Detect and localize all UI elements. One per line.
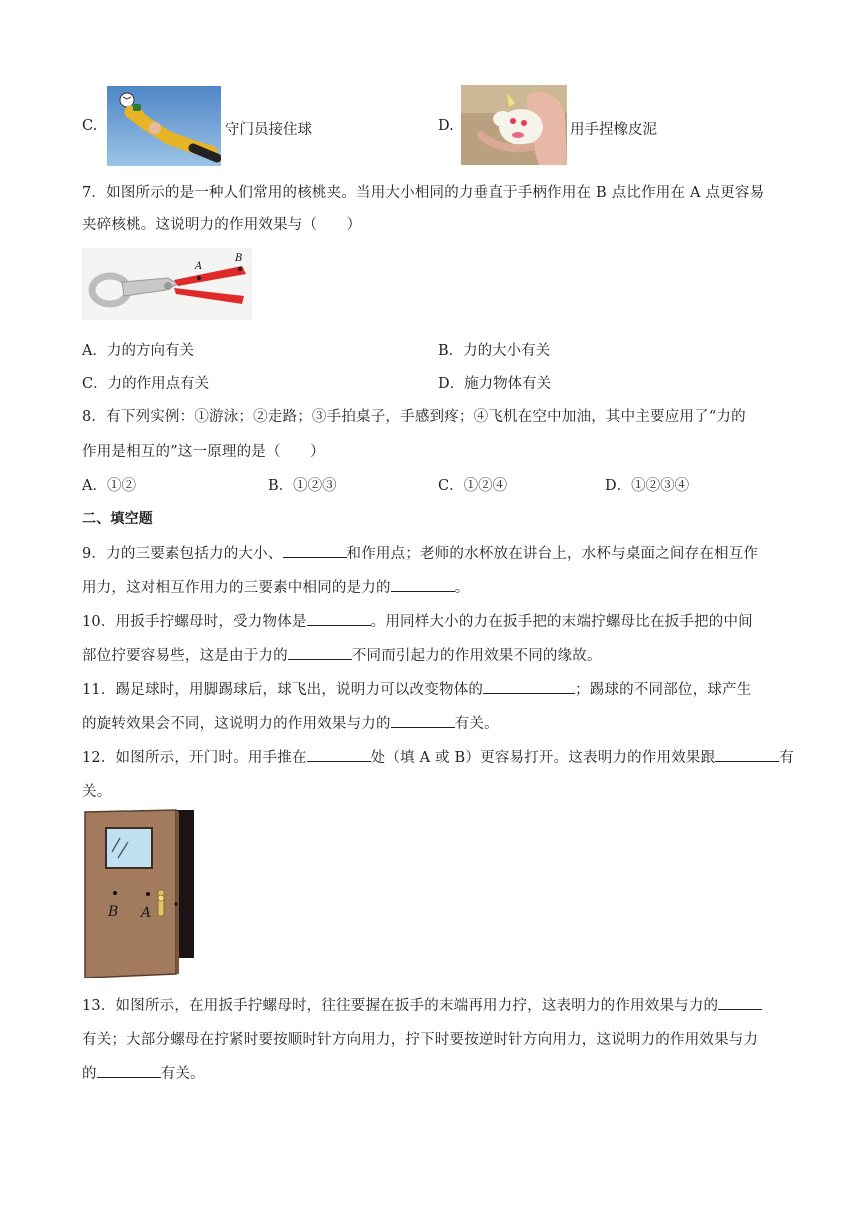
q12-blank-2[interactable] [715,747,779,762]
q10-text-1: 10．用扳手拧螺母时，受力物体是 [82,614,307,630]
q9-text-1: 9．力的三要素包括力的大小、 [82,546,283,562]
q8-option-d: D．①②③④ [605,478,690,494]
q10-text-3: 部位拧要容易些，这是由于力的 [82,648,288,664]
q8-option-c: C．①②④ [438,478,508,494]
q10-blank-2[interactable] [288,645,352,660]
q9-line2 [82,576,469,597]
goalkeeper-photo [107,86,221,166]
q7-stem-line1: 7．如图所示的是一种人们常用的核桃夹。当用大小相同的力垂直于手柄作用在 B 点比作用在 A 点更容易 [82,185,765,201]
q8-option-b: B．①②③ [268,478,337,494]
q11-blank-1[interactable] [483,679,575,694]
q7-stem-line2: 夹碎核桃。这说明力的作用效果与（ ） [82,217,362,233]
q13-line3 [82,1062,205,1083]
q13-blank-1[interactable] [718,995,762,1010]
q9-text-4: 。 [454,580,470,596]
q12-line2: 关。 [82,784,112,800]
nutcracker-label-b: B [235,253,243,264]
q11-text-2: ；踢球的不同部位，球产生 [575,682,752,698]
q6-option-d-caption: 用手捏橡皮泥 [570,122,657,138]
q11-text-4: 有关。 [454,716,499,732]
q11-line2 [82,712,499,733]
q8-stem-line2: 作用是相互的”这一原理的是（ ） [82,444,325,460]
section-title: 二、填空题 [82,511,153,527]
q6-option-c-caption: 守门员接住球 [225,122,312,138]
q9-blank-2[interactable] [391,577,455,592]
q6-option-d-letter: D. [438,118,454,134]
q8-stem-line1: 8．有下列实例：①游泳；②走路；③手拍桌子，手感到疼；④飞机在空中加油，其中主要应用了“力的 [82,409,746,425]
q9-text-3: 用力，这对相互作用力的三要素中相同的是力的 [82,580,391,596]
q7-option-d: D．施力物体有关 [438,376,552,392]
q13-line1 [82,994,762,1015]
q12-text-2: 处（填 A 或 B）更容易打开。这表明力的作用效果跟 [370,750,716,766]
q10-line1 [82,610,753,631]
q11-blank-2[interactable] [391,713,455,728]
nutcracker-label-a: A [195,261,203,272]
q7-option-b: B．力的大小有关 [438,343,551,359]
q6-option-c-letter: C. [82,118,98,134]
door-label-b: B [108,904,119,920]
q10-line2 [82,644,602,665]
q8-option-a: A．①② [82,478,136,494]
q9-line1 [82,542,758,563]
q11-text-3: 的旋转效果会不同，这说明力的作用效果与力的 [82,716,391,732]
q10-blank-1[interactable] [307,611,371,626]
q12-text-1: 12．如图所示，开门时。用手推在 [82,750,307,766]
q13-text-1: 13．如图所示，在用扳手拧螺母时，往往要握在扳手的末端再用力拧，这表明力的作用效果与力的 [82,998,719,1014]
q13-blank-2[interactable] [97,1063,161,1078]
q13-line2: 有关；大部分螺母在拧紧时要按顺时针方向用力，拧下时要按逆时针方向用力，这说明力的作用效果与力 [82,1032,759,1048]
q7-option-a: A．力的方向有关 [82,343,194,359]
nutcracker-photo [82,248,252,320]
q11-line1 [82,678,751,699]
door-figure [82,808,198,978]
q9-text-2: 和作用点；老师的水杯放在讲台上，水杯与桌面之间存在相互作 [346,546,759,562]
q12-line1 [82,746,794,767]
clay-photo [461,85,567,165]
q13-text-3: 的 [82,1066,97,1082]
q7-option-c: C．力的作用点有关 [82,376,210,392]
q11-text-1: 11．踢足球时，用脚踢球后，球飞出，说明力可以改变物体的 [82,682,484,698]
door-label-a: A [141,905,152,921]
q13-text-4: 有关。 [160,1066,205,1082]
q10-text-2: 。用同样大小的力在扳手把的末端拧螺母比在扳手把的中间 [370,614,753,630]
q12-text-3: 有 [779,750,795,766]
q9-blank-1[interactable] [283,543,347,558]
q10-text-4: 不同而引起力的作用效果不同的缘故。 [351,648,602,664]
q12-blank-1[interactable] [307,747,371,762]
